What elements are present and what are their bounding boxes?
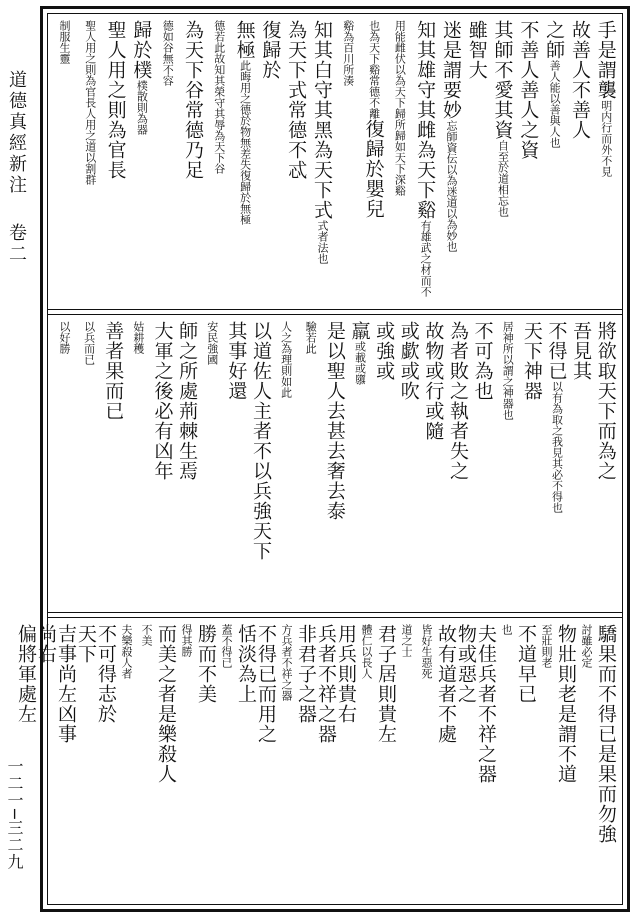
text-column <box>596 321 616 606</box>
commentary-text: 樸散則為器 <box>135 80 149 135</box>
main-text: 大軍之後必有凶年 <box>151 321 174 481</box>
text-column <box>325 321 345 606</box>
text-column <box>476 624 496 902</box>
text-column <box>156 624 176 902</box>
main-text: 其師不愛其資 <box>491 20 514 140</box>
text-column <box>436 624 456 902</box>
text-column <box>448 321 468 606</box>
main-text: 恬淡為上 <box>235 624 257 704</box>
commentary-text: 也 <box>500 624 513 635</box>
column-group <box>15 624 617 902</box>
main-text: 雖智大 <box>465 20 488 80</box>
main-text: 天下神器 <box>520 321 543 401</box>
main-text: 無極 <box>233 20 256 60</box>
text-column <box>336 624 356 902</box>
commentary-text: 谿為百川所湊 <box>341 20 355 86</box>
text-column <box>396 624 416 902</box>
text-column <box>36 624 56 902</box>
main-text: 知其雄守其雌為天下谿 <box>414 20 437 220</box>
text-panel-bottom <box>15 618 622 908</box>
text-column <box>556 624 576 902</box>
main-text: 師之所處荊棘生焉 <box>176 321 199 481</box>
commentary-text: 以有為取之我見其必不得也 <box>550 381 564 513</box>
text-column <box>596 624 616 902</box>
main-text: 不善人善人之資 <box>517 20 540 160</box>
volume-label: 卷二 <box>6 222 27 265</box>
text-column <box>177 321 197 606</box>
book-title: 道德真經新注 <box>6 70 27 196</box>
margin-book-title <box>3 70 29 265</box>
text-column <box>176 624 196 902</box>
main-text: 尚右 <box>35 624 57 664</box>
text-column <box>235 20 255 303</box>
main-text: 為者敗之執者失之 <box>447 321 469 481</box>
main-text: 物壯則老是謂不道 <box>555 624 577 784</box>
commentary-text: 忘師資伝以為迷道以為妙也 <box>444 120 458 252</box>
main-text: 復歸於 <box>259 20 282 80</box>
text-column <box>56 624 76 902</box>
commentary-text: 自至於道相忘也 <box>496 140 510 217</box>
text-column <box>350 321 370 606</box>
text-panel-top <box>48 14 622 309</box>
text-column <box>296 624 316 902</box>
text-column <box>312 20 332 303</box>
commentary-text: 至壯則老 <box>540 624 553 668</box>
main-text: 偏將軍處左 <box>15 624 37 724</box>
main-text: 不道早已 <box>515 624 537 704</box>
text-column <box>493 20 513 303</box>
main-text: 吉事尚左凶事 <box>55 624 77 744</box>
main-text: 夫佳兵者不祥之器 <box>475 624 497 784</box>
commentary-text: 蓋不得已 <box>220 624 233 668</box>
main-text: 歸於樸 <box>130 20 153 80</box>
commentary-text: 也為天下谿常德不離 <box>367 20 381 119</box>
text-column <box>338 20 358 303</box>
text-column <box>415 20 435 303</box>
commentary-text: 得其勝 <box>180 624 193 657</box>
text-column <box>54 321 74 606</box>
main-text: 兵者不祥之器 <box>315 624 337 744</box>
text-column <box>276 321 296 606</box>
commentary-text: 德如谷無不容 <box>161 20 175 86</box>
main-text: 而美之者是樂殺人 <box>155 624 177 784</box>
commentary-text: 以好勝 <box>58 321 71 354</box>
commentary-text: 明内行而外不見 <box>599 100 613 177</box>
text-column <box>236 624 256 902</box>
text-column <box>544 20 564 303</box>
text-column <box>153 321 173 606</box>
text-column <box>467 20 487 303</box>
commentary-text: 有雄武之材而不 <box>419 220 433 297</box>
main-text: 吾見其 <box>570 321 593 381</box>
text-column <box>456 624 476 902</box>
commentary-text: 用能雌伏以為天下歸所歸如天下深谿 <box>393 20 407 196</box>
text-column <box>80 20 100 303</box>
main-text: 故物或行或隨 <box>422 321 445 441</box>
main-text: 為天下谷常德乃足 <box>181 20 204 180</box>
commentary-text: 居神所以謂之神器也 <box>501 321 515 420</box>
text-column <box>116 624 136 902</box>
text-column <box>441 20 461 303</box>
text-column <box>16 624 36 902</box>
text-column <box>356 624 376 902</box>
text-column <box>103 321 123 606</box>
text-column <box>96 624 116 902</box>
text-column <box>276 624 296 902</box>
commentary-text: 德若此故知其榮守其辱為天下谷 <box>212 20 226 174</box>
main-text: 不可為也 <box>471 321 494 401</box>
text-column <box>316 624 336 902</box>
main-text: 或歔或吹 <box>397 321 420 401</box>
main-text: 故善人不善人 <box>568 20 591 140</box>
main-text: 為天下式常德不忒 <box>285 20 308 180</box>
commentary-text: 討雖必定 <box>580 624 593 668</box>
text-column <box>136 624 156 902</box>
text-column <box>399 321 419 606</box>
main-text: 羸 <box>348 321 371 341</box>
text-column <box>547 321 567 606</box>
main-text: 知其白守其黑為天下式 <box>310 20 333 220</box>
commentary-text: 姑耕穫 <box>131 321 145 354</box>
text-column <box>106 20 126 303</box>
commentary-text: 式者法也 <box>315 220 329 264</box>
text-column <box>536 624 556 902</box>
commentary-text: 或載或隳 <box>353 341 367 385</box>
text-column <box>131 20 151 303</box>
main-text: 勝而不美 <box>195 624 217 704</box>
column-group <box>54 321 616 606</box>
column-group <box>54 20 616 303</box>
text-column <box>202 321 222 606</box>
text-column <box>196 624 216 902</box>
main-text: 迷是謂要妙 <box>439 20 462 120</box>
commentary-text: 驗若此 <box>304 321 318 354</box>
text-column <box>571 321 591 606</box>
main-text: 善者果而已 <box>102 321 125 421</box>
text-column <box>570 20 590 303</box>
main-text: 或強或 <box>373 321 396 381</box>
commentary-text: 以兵而已 <box>82 321 96 365</box>
text-column <box>300 321 320 606</box>
commentary-text: 道之士 <box>400 624 413 657</box>
commentary-text: 不美 <box>140 624 153 646</box>
text-column <box>76 624 96 902</box>
text-column <box>522 321 542 606</box>
text-column <box>251 321 271 606</box>
text-column <box>209 20 229 303</box>
commentary-text: 安民強國 <box>205 321 219 365</box>
text-column <box>576 624 596 902</box>
text-column <box>54 20 74 303</box>
text-column <box>516 624 536 902</box>
commentary-text: 方兵者不祥之器 <box>280 624 293 701</box>
text-column <box>260 20 280 303</box>
text-column <box>128 321 148 606</box>
main-text: 聖人用之則為官長 <box>104 20 127 180</box>
main-text: 將欲取天下而為之 <box>594 321 617 481</box>
main-text: 其事好還 <box>225 321 248 401</box>
text-column <box>376 624 396 902</box>
commentary-text: 人之為理則如此 <box>279 321 293 398</box>
text-column <box>226 321 246 606</box>
text-panel-middle <box>48 315 622 612</box>
commentary-text: 善人能以善與人也 <box>548 60 562 148</box>
main-text: 之師 <box>543 20 566 60</box>
main-text: 天下 <box>75 624 97 664</box>
text-column <box>183 20 203 303</box>
commentary-text: 制服生靈 <box>58 20 71 64</box>
main-text: 不得已而用之 <box>255 624 277 744</box>
main-text: 復歸於嬰兒 <box>362 119 385 219</box>
main-text: 是以聖人去甚去奢去泰 <box>323 321 346 521</box>
commentary-text: 夫樂殺人者 <box>120 624 133 679</box>
main-text: 不可得志於 <box>95 624 117 724</box>
text-column <box>518 20 538 303</box>
commentary-text: 此晦用之德於物無差失復歸於無極 <box>238 60 252 225</box>
text-column <box>497 321 517 606</box>
text-column <box>374 321 394 606</box>
text-column <box>423 321 443 606</box>
main-text: 物或惡之 <box>455 624 477 704</box>
commentary-text: 皆好生惡死 <box>420 624 433 679</box>
main-text: 君子居則貴左 <box>375 624 397 744</box>
text-column <box>596 20 616 303</box>
text-column <box>216 624 236 902</box>
main-text: 用兵則貴右 <box>335 624 357 724</box>
text-column <box>496 624 516 902</box>
margin-page-number: 一二一─三二九 <box>5 758 24 871</box>
text-column <box>416 624 436 902</box>
main-text: 故有道者不處 <box>435 624 457 744</box>
text-column <box>389 20 409 303</box>
text-column <box>256 624 276 902</box>
main-text: 以道佐人主者不以兵強天下 <box>250 321 272 561</box>
main-text: 驕果而不得已是果而勿強 <box>595 624 617 844</box>
text-column <box>157 20 177 303</box>
text-column <box>79 321 99 606</box>
text-column <box>286 20 306 303</box>
text-column <box>473 321 493 606</box>
commentary-text: 聖人用之則為官長人用之道以割群 <box>83 20 97 185</box>
commentary-text: 體仁以長人 <box>360 624 373 679</box>
main-text: 非君子之器 <box>295 624 317 724</box>
main-text: 手是謂襲 <box>594 20 617 100</box>
text-column <box>364 20 384 303</box>
main-text: 不得已 <box>545 321 568 381</box>
